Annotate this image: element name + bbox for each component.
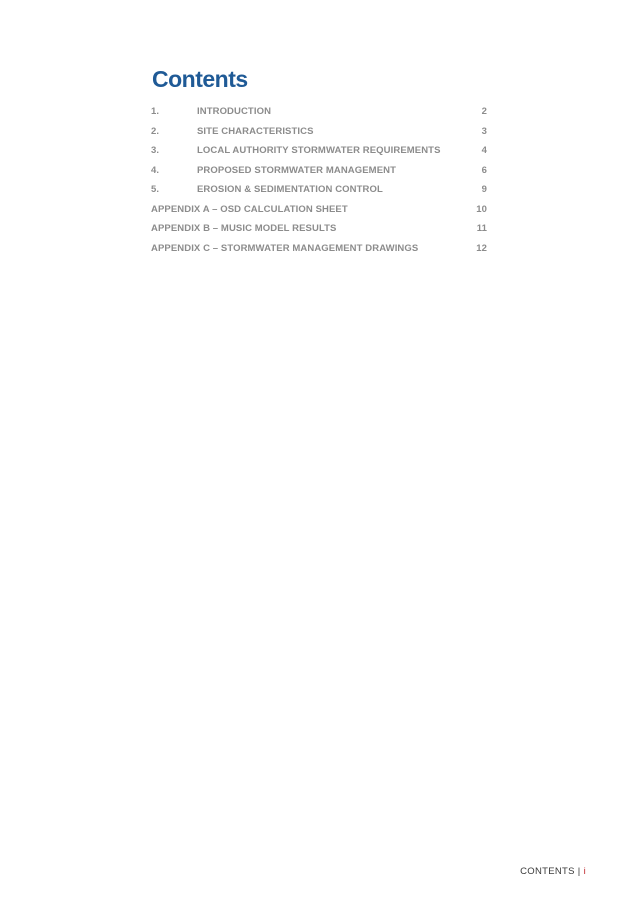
toc-entry-site-characteristics[interactable]: [151, 122, 487, 142]
toc-appendix-a[interactable]: [151, 200, 487, 220]
toc-appendix-page: 11: [476, 223, 487, 234]
toc-entry-number: 4.: [151, 164, 160, 176]
toc-entry-proposed-stormwater-management[interactable]: [151, 161, 487, 181]
toc-appendix-b[interactable]: [151, 219, 487, 239]
toc-entry-page: 2: [481, 106, 487, 117]
toc-entry-page: 4: [481, 145, 487, 156]
toc-entry-page: 6: [481, 164, 487, 176]
toc-appendix-c[interactable]: [151, 239, 487, 259]
toc-entry-label: SITE CHARACTERISTICS: [197, 125, 314, 137]
toc-entry-local-authority-requirements[interactable]: [151, 141, 487, 161]
toc-appendix-label: APPENDIX A – OSD CALCULATION SHEET: [151, 203, 348, 215]
toc-entry-number: 3.: [151, 145, 160, 156]
table-of-contents: [151, 102, 487, 258]
toc-appendix-label: APPENDIX B – MUSIC MODEL RESULTS: [151, 223, 337, 234]
footer-separator: |: [577, 866, 581, 877]
toc-appendix-label: APPENDIX C – STORMWATER MANAGEMENT DRAWINGS: [151, 242, 419, 254]
toc-title: Contents: [152, 66, 248, 92]
toc-entry-label: LOCAL AUTHORITY STORMWATER REQUIREMENTS: [197, 145, 441, 156]
toc-entry-label: EROSION & SEDIMENTATION CONTROL: [197, 184, 383, 195]
toc-entry-number: 2.: [151, 125, 160, 137]
page-footer: [520, 866, 586, 877]
footer-page-number: i: [583, 866, 586, 877]
toc-entry-label: PROPOSED STORMWATER MANAGEMENT: [197, 164, 396, 176]
toc-entry-erosion-sedimentation-control[interactable]: [151, 180, 487, 200]
toc-appendix-page: 10: [476, 203, 487, 215]
toc-entry-number: 5.: [151, 184, 160, 195]
toc-entry-page: 3: [481, 125, 487, 137]
toc-entry-number: 1.: [151, 106, 160, 117]
toc-entry-label: INTRODUCTION: [197, 106, 272, 117]
toc-entry-page: 9: [481, 184, 487, 195]
footer-section-label: CONTENTS: [520, 866, 575, 877]
toc-appendix-page: 12: [476, 242, 487, 254]
toc-entry-introduction[interactable]: [151, 102, 487, 122]
